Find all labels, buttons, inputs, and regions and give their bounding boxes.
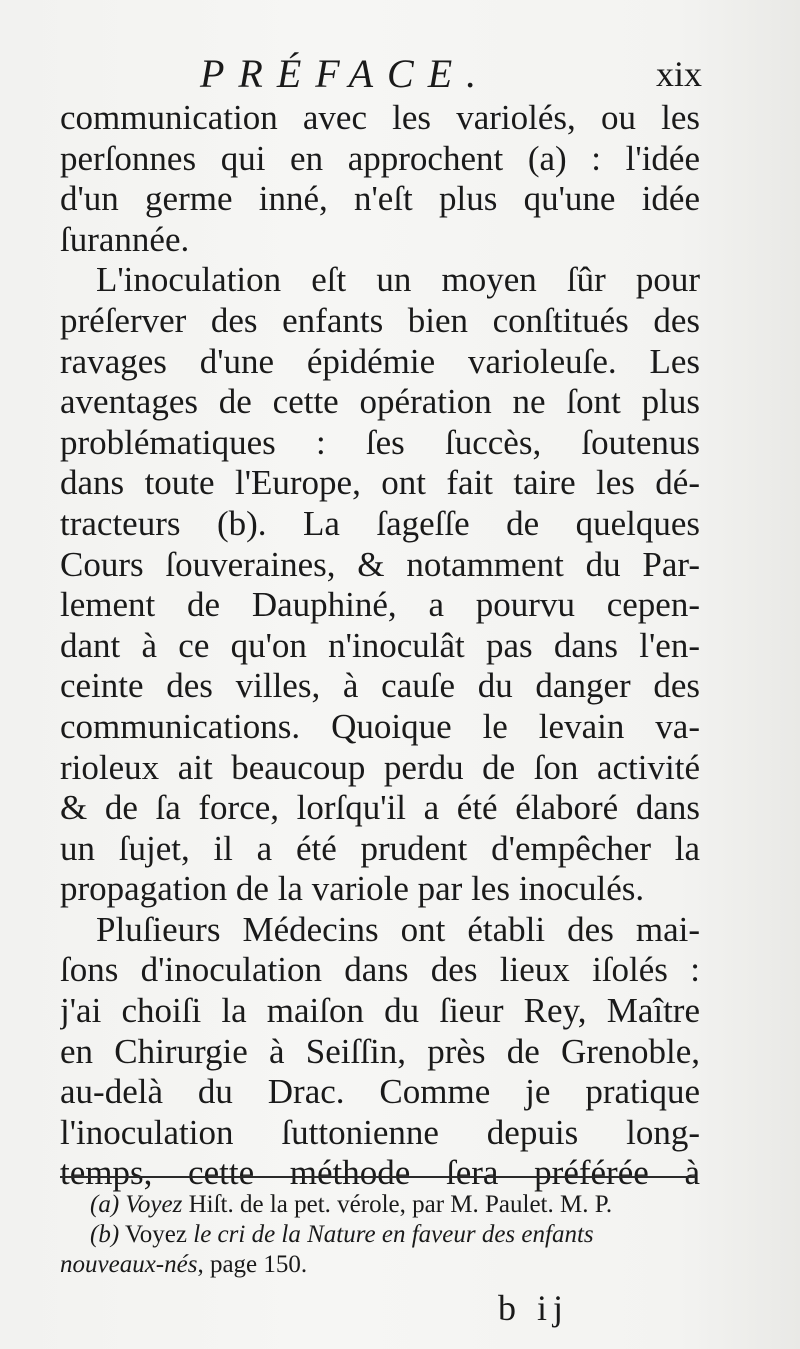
footnotes — [60, 1190, 700, 1280]
text-line: dant à ce qu'on n'inoculât pas dans l'en- — [60, 625, 700, 665]
footnote-title: le cri de la Nature en faveur des enfants — [193, 1221, 594, 1248]
footnote-lead: Voyez — [125, 1191, 183, 1218]
footnote-marker: (b) — [90, 1221, 120, 1248]
paragraph-2 — [60, 260, 700, 910]
text-line: dans toute l'Europe, ont fait taire les dé- — [60, 463, 700, 503]
text-line: Pluſieurs Médecins ont établi des mai- — [96, 909, 700, 949]
text-line: communications. Quoique le levain va- — [60, 706, 700, 746]
text-line: ceinte des villes, à cauſe du danger des — [60, 666, 700, 706]
text-line: ravages d'une épidémie varioleuſe. Les — [60, 341, 700, 381]
text-line: ſons d'inoculation dans des lieux iſolés : — [60, 950, 700, 990]
text-line: rioleux ait beaucoup perdu de ſon activité — [60, 747, 700, 787]
text-line: au-delà du Drac. Comme je pratique — [60, 1072, 700, 1112]
footnote-b — [60, 1220, 700, 1250]
text-line: problématiques : ſes ſuccès, ſoutenus — [60, 422, 700, 462]
footnote-title-continued: nouveaux-nés — [60, 1251, 198, 1278]
page-number: xix — [655, 54, 702, 94]
text-line: Cours ſouveraines, & notamment du Par- — [60, 544, 700, 584]
text-line: propagation de la variole par les inoculés. — [60, 869, 645, 909]
footnote-text: Hiſt. de la pet. vérole, par M. Paulet. M. P. — [188, 1191, 613, 1218]
text-line: en Chirurgie à Seiſſin, près de Grenoble, — [60, 1031, 700, 1071]
text-line: L'inoculation eſt un moyen ſûr pour — [96, 260, 700, 300]
body-text — [60, 98, 700, 1194]
text-line: un ſujet, il a été prudent d'empêcher la — [60, 828, 700, 868]
footnote-tail: , page 150. — [197, 1251, 308, 1278]
running-title: PRÉFACE. — [200, 51, 491, 96]
text-line: tracteurs (b). La ſageſſe de quelques — [60, 503, 700, 543]
text-line: aventages de cette opération ne ſont plus — [60, 382, 700, 422]
footnote-a — [60, 1190, 700, 1220]
text-line: perſonnes qui en approchent (a) : l'idée — [60, 138, 700, 178]
paragraph-3 — [60, 910, 700, 1194]
footnote-lead: Voyez — [124, 1221, 187, 1248]
footnote-rule — [60, 1176, 696, 1178]
footnote-marker: (a) — [90, 1191, 120, 1218]
text-line: lement de Dauphiné, a pourvu cepen- — [60, 585, 700, 625]
text-line: & de ſa force, lorſqu'il a été élaboré dans — [60, 788, 700, 828]
text-line: d'un germe inné, n'eſt plus qu'une idée — [60, 179, 700, 219]
text-line: temps, cette méthode ſera préférée à — [60, 1153, 700, 1193]
text-line: l'inoculation ſuttonienne depuis long- — [60, 1112, 700, 1152]
text-line: j'ai choiſi la maiſon du ſieur Rey, Maître — [60, 991, 700, 1031]
paragraph-1 — [60, 98, 700, 260]
signature-mark: b ij — [498, 1288, 570, 1328]
footnote-b-continued — [60, 1250, 700, 1280]
text-line: communication avec les variolés, ou les — [60, 98, 700, 137]
text-line: préſerver des enfants bien conſtitués des — [60, 300, 700, 340]
text-line: ſurannée. — [60, 219, 190, 259]
page-header — [60, 48, 710, 100]
